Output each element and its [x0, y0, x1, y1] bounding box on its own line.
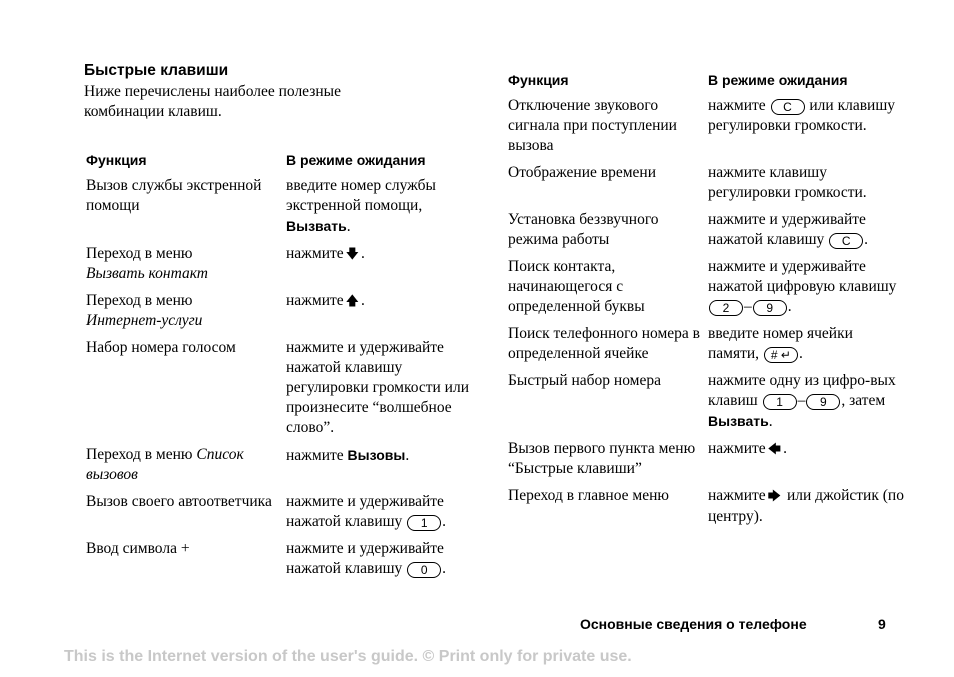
table-row — [508, 486, 904, 534]
action-cell — [708, 96, 904, 163]
action-cell — [708, 486, 904, 534]
function-cell: Поиск телефонного номера в определенной ячейке — [508, 325, 700, 362]
table-header-row — [508, 70, 904, 96]
action-cell: введите номер службы экстренной помощи, Вызвать. — [286, 177, 436, 235]
column-header-function: Функция — [86, 152, 147, 168]
action-text: нажмите и удерживайте нажатой клавишу — [286, 493, 444, 530]
key-1-icon: 1 — [407, 515, 441, 531]
action-cell: нажмите 🡅 . — [286, 292, 365, 309]
function-cell: Отображение времени — [508, 164, 656, 181]
column-header-standby: В режиме ожидания — [708, 72, 848, 88]
key-2-icon: 2 — [709, 300, 743, 316]
function-text: Переход в меню — [86, 245, 193, 262]
action-text: или джойстик (по центру). — [708, 487, 904, 525]
function-cell: Переход в главное меню — [508, 487, 669, 504]
action-text: введите номер службы экстренной помощи, — [286, 177, 436, 214]
function-cell: Поиск контакта, начинающегося с определенной буквы — [508, 258, 645, 315]
key-1-icon: 1 — [763, 394, 797, 410]
action-cell: нажмите клавишу регулировки громкости. — [708, 164, 867, 201]
function-cell: Отключение звукового сигнала при поступлении вызова — [508, 97, 677, 154]
watermark-text: This is the Internet version of the user's guide. © Print only for private use. — [64, 648, 632, 665]
function-cell — [86, 244, 286, 291]
action-cell: нажмите и удерживайте нажатой клавишу C . — [708, 211, 869, 248]
bold-term: Вызовы — [347, 447, 406, 463]
action-cell: нажмите и удерживайте нажатой клавишу 0 . — [286, 540, 447, 577]
action-cell: введите номер ячейки памяти, # ↵ . — [708, 325, 853, 362]
intro-text: Ниже перечислены наиболее полезные комбинации клавиш. — [84, 83, 341, 120]
column-header-standby: В режиме ожидания — [286, 152, 426, 168]
table-row — [86, 244, 478, 291]
action-text: нажмите одну из цифро-вых клавиш — [708, 372, 896, 409]
action-text: нажмите и удерживайте нажатой цифровую клавишу — [708, 258, 897, 295]
action-text: введите номер ячейки памяти, — [708, 325, 853, 362]
action-cell: нажмите 🡇 . — [286, 245, 365, 262]
action-text: нажмите — [708, 440, 766, 457]
menu-name: Список вызовов — [86, 446, 244, 483]
table-row — [508, 439, 904, 486]
key-c-icon: C — [829, 233, 863, 249]
right-arrow-icon: 🡆 — [767, 489, 782, 504]
page-number: 9 — [878, 616, 886, 632]
key-9-icon: 9 — [753, 300, 787, 316]
action-text: нажмите — [286, 245, 344, 262]
table-row — [86, 338, 478, 445]
function-text: Переход в меню — [86, 292, 193, 309]
function-cell — [86, 445, 286, 492]
table-row — [86, 539, 478, 586]
left-arrow-icon: 🡄 — [767, 442, 782, 457]
function-cell: Установка беззвучного режима работы — [508, 211, 659, 248]
key-9-icon: 9 — [806, 394, 840, 410]
function-cell — [86, 291, 286, 338]
menu-name: Вызвать контакт — [86, 265, 208, 282]
action-text: нажмите — [286, 447, 344, 464]
table-row — [86, 492, 478, 539]
bold-term: Вызвать — [708, 413, 769, 429]
table-row — [508, 257, 904, 324]
footer-section-title: Основные сведения о телефоне — [580, 616, 807, 632]
action-text: нажмите и удерживайте нажатой клавишу — [708, 211, 866, 248]
column-header-function: Функция — [508, 72, 569, 88]
table-row — [86, 445, 478, 492]
table-row — [508, 163, 904, 210]
action-cell: нажмите и удерживайте нажатой цифровую клавишу 2 – 9 . — [708, 258, 897, 315]
action-cell: нажмите 🡄 . — [708, 440, 787, 457]
action-text: или клавишу регулировки громкости. — [708, 97, 896, 134]
key-c-icon: C — [771, 99, 805, 115]
table-row — [508, 96, 904, 163]
table-row — [508, 210, 904, 257]
section-title: Быстрые клавиши — [84, 62, 229, 79]
function-cell: Вызов своего автоответчика — [86, 493, 272, 510]
table-header-row — [86, 150, 478, 176]
shortcuts-table-right — [508, 70, 904, 534]
key-0-icon: 0 — [407, 562, 441, 578]
table-row — [508, 371, 904, 439]
action-cell: нажмите одну из цифро-вых клавиш 1 – 9 , затем Вызвать. — [708, 372, 896, 430]
action-cell: нажмите и удерживайте нажатой клавишу 1 . — [286, 493, 447, 530]
action-text: нажмите и удерживайте нажатой клавишу — [286, 540, 444, 577]
function-cell: Ввод символа + — [86, 540, 190, 557]
up-arrow-icon: 🡅 — [345, 294, 360, 309]
action-text: затем — [849, 392, 886, 409]
action-cell: нажмите и удерживайте нажатой клавишу регулировки громкости или произнесите “волшебное слово”. — [286, 339, 470, 436]
function-cell: Вызов первого пункта меню “Быстрые клавиши” — [508, 440, 696, 477]
table-row — [86, 291, 478, 338]
menu-name: Интернет-услуги — [86, 312, 203, 329]
function-cell: Вызов службы экстренной помощи — [86, 177, 262, 214]
shortcuts-table-left — [86, 150, 478, 586]
down-arrow-icon: 🡇 — [345, 247, 360, 262]
action-text: нажмите — [286, 292, 344, 309]
table-row — [86, 176, 478, 244]
key-hash-icon: # ↵ — [764, 347, 798, 363]
action-text: нажмите — [708, 487, 766, 504]
function-text: Переход в меню — [86, 446, 193, 463]
action-cell: нажмите Вызовы. — [286, 447, 410, 464]
function-cell: Быстрый набор номера — [508, 372, 661, 389]
bold-term: Вызвать — [286, 218, 347, 234]
function-cell: Набор номера голосом — [86, 339, 236, 356]
action-text: нажмите — [708, 97, 766, 114]
table-row — [508, 324, 904, 371]
